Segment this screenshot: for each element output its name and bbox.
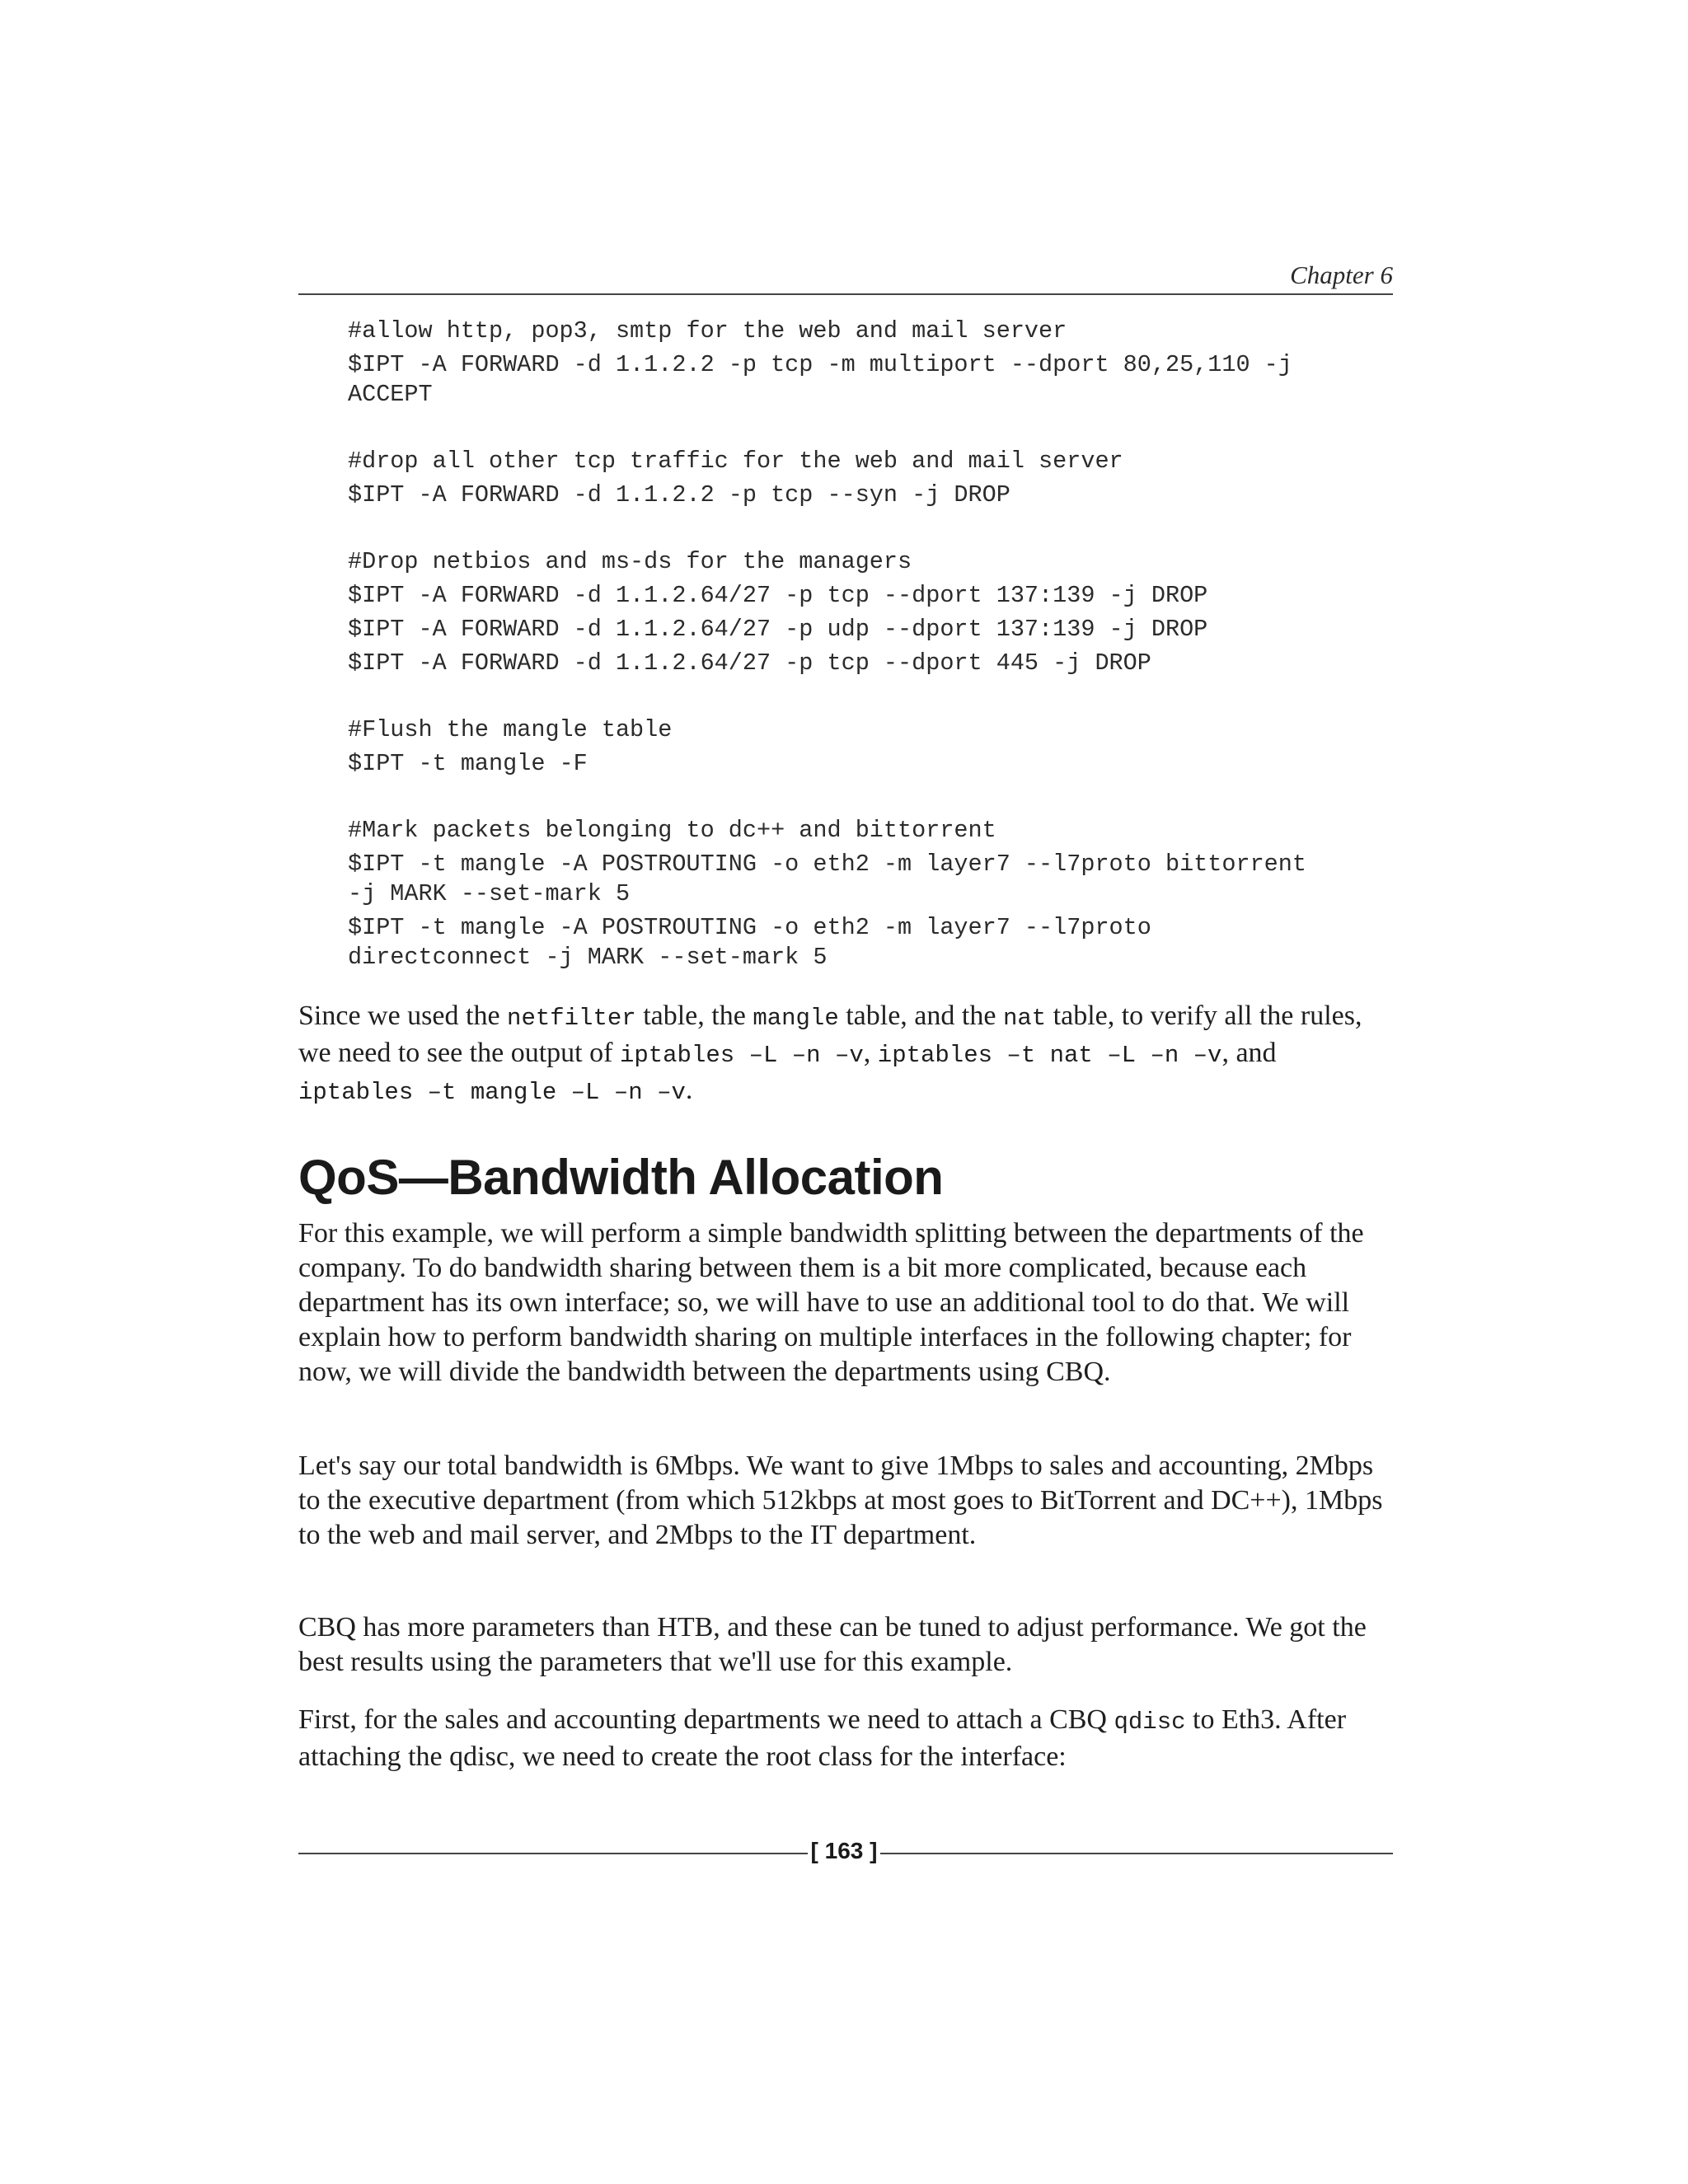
code-line: $IPT -A FORWARD -d 1.1.2.2 -p tcp -m multiport --dport 80,25,110 -j	[348, 351, 1292, 378]
page-footer	[298, 1836, 1393, 1869]
code-line: $IPT -t mangle -A POSTROUTING -o eth2 -m layer7 --l7proto	[348, 914, 1151, 941]
inline-code: qdisc	[1114, 1708, 1186, 1736]
body-paragraph: Let's say our total bandwidth is 6Mbps. We want to give 1Mbps to sales and accounting, 2Mbps to the executive department (from which 512kbps at most goes to BitTorrent and DC++), 1Mbps to the web and mail server, and 2Mbps to the IT department.	[298, 1451, 1383, 1550]
inline-code: mangle	[753, 1005, 839, 1032]
code-line: $IPT -A FORWARD -d 1.1.2.64/27 -p tcp --dport 445 -j DROP	[348, 649, 1151, 677]
code-line: #Mark packets belonging to dc++ and bittorrent	[348, 817, 996, 844]
inline-code: iptables –L –n –v	[619, 1042, 864, 1069]
body-paragraph: For this example, we will perform a simple bandwidth splitting between the departments of the company. To do bandwidth sharing between them is a bit more complicated, because each department has its own interface; so, we will have to use an additional tool to do that. We will explain how to perform bandwidth sharing on multiple interfaces in the following chapter; for now, we will divide the bandwidth between the departments using CBQ.	[298, 1218, 1364, 1387]
text-span: table, and the	[838, 1001, 1003, 1031]
page-number: [ 163 ]	[810, 1838, 878, 1863]
code-line: ACCEPT	[348, 381, 433, 408]
text-span: to Eth3. After attaching the qdisc, we need to create the root class for the interface:	[298, 1704, 1347, 1772]
code-line: #Drop netbios and ms-ds for the managers	[348, 548, 912, 575]
code-line: $IPT -t mangle -A POSTROUTING -o eth2 -m layer7 --l7proto bittorrent	[348, 851, 1306, 878]
code-line: $IPT -A FORWARD -d 1.1.2.2 -p tcp --syn -j DROP	[348, 481, 1010, 509]
code-line: #drop all other tcp traffic for the web and mail server	[348, 448, 1123, 475]
text-span: table, the	[635, 1001, 753, 1031]
text-span: First, for the sales and accounting departments we need to attach a CBQ	[298, 1704, 1114, 1735]
code-block	[348, 316, 1395, 972]
code-line: -j MARK --set-mark 5	[348, 880, 631, 907]
code-line: directconnect -j MARK --set-mark 5	[348, 944, 828, 971]
body-paragraph: CBQ has more parameters than HTB, and these can be tuned to adjust performance. We got the best results using the parameters that we'll use for this example.	[298, 1612, 1367, 1677]
running-header	[298, 255, 1393, 295]
inline-code: iptables –t mangle –L –n –v	[298, 1079, 686, 1106]
verify-rules-paragraph	[298, 999, 1395, 1110]
code-line: $IPT -A FORWARD -d 1.1.2.64/27 -p udp --dport 137:139 -j DROP	[348, 616, 1208, 643]
inline-code: netfilter	[507, 1005, 636, 1032]
text-span: table, to verify all the rules, we need to see the output of	[298, 1001, 1362, 1068]
code-line: $IPT -A FORWARD -d 1.1.2.64/27 -p tcp --dport 137:139 -j DROP	[348, 582, 1208, 609]
text-span: , and	[1221, 1038, 1277, 1068]
inline-code: nat	[1002, 1005, 1047, 1032]
text-span: Since we used the	[298, 1001, 508, 1031]
footer-rule-left	[298, 1853, 808, 1854]
text-span: ,	[863, 1038, 878, 1068]
code-line: #Flush the mangle table	[348, 716, 673, 743]
chapter-label: Chapter 6	[1290, 260, 1393, 289]
code-line: $IPT -t mangle -F	[348, 750, 588, 777]
footer-rule-right	[880, 1853, 1393, 1854]
inline-code: iptables –t nat –L –n –v	[877, 1042, 1222, 1069]
section-heading: QoS—Bandwidth Allocation	[298, 1150, 944, 1205]
code-line: #allow http, pop3, smtp for the web and mail server	[348, 317, 1067, 344]
text-span: .	[685, 1075, 693, 1105]
body-paragraph	[298, 1703, 1395, 1774]
